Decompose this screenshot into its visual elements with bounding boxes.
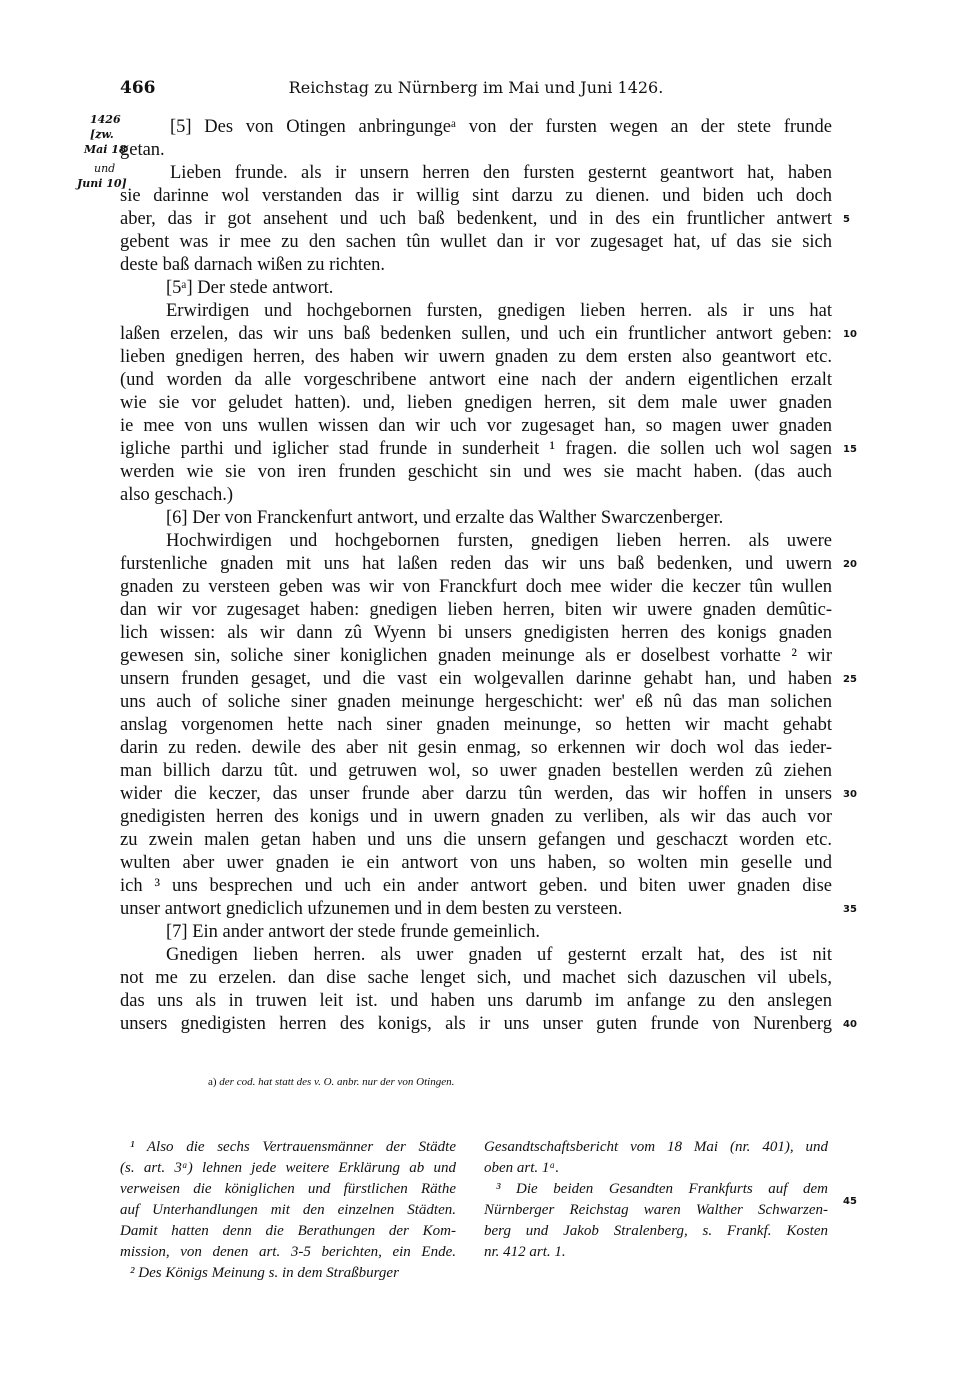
footnote-line: mission, von denen art. 3-5 berichten, ein Ende. <box>120 1244 456 1260</box>
line-number: 15 <box>843 444 857 455</box>
text-line: gnaden zu versteen geben was wir von Franckfurt doch mee wider die keczer tûn wullen <box>120 577 832 597</box>
text-line: laßen erzelen, das wir uns baß bedenken sullen, und uch ein fruntlicher antwort geben: <box>120 324 832 344</box>
text-line: Erwirdigen und hochgebornen fursten, gnedigen lieben herren. als ir uns hat <box>166 301 832 321</box>
footnote-line: Gesandtschaftsbericht vom 18 Mai (nr. 401), und <box>484 1139 828 1155</box>
footnote-line: verweisen die königlichen und fürstlichen Räthe <box>120 1181 456 1197</box>
text-line: sie darinne wol verstanden das ir willig sint darzu zu dienen. und biden uch doch <box>120 186 832 206</box>
text-line: unsers gnedigisten herren des konigs, als ir uns unser guten frunde von Nurenberg <box>120 1014 832 1034</box>
text-line: wulten aber uwer gnaden ie ein antwort von uns haben, so wolten min geselle und <box>120 853 832 873</box>
line-number: 40 <box>843 1019 857 1030</box>
text-line: lieben gnedigen herren, des haben wir uwern gnaden zu dem ersten also geantwort etc. <box>120 347 832 367</box>
text-line: uns auch of soliche siner gnaden meinunge hergeschicht: wer' eß nû das man solichen <box>120 692 832 712</box>
text-line: gebent was ir mee zu den sachen tûn wullet dan ir vor zugesaget hat, uf das sie sich <box>120 232 832 252</box>
text-line: dan wir vor zugesaget haben: gnedigen lieben herren, biten wir uwere gnaden demûtic- <box>120 600 832 620</box>
text-line: Gnedigen lieben herren. als uwer gnaden uf gesternt erzalt hat, des ist nit <box>166 945 832 965</box>
margin-juni: Juni 10] <box>77 177 127 190</box>
line-number: 45 <box>843 1196 857 1207</box>
text-line: [5] Des von Otingen anbringungeᵃ von der fursten wegen an der stete frunde <box>170 117 832 137</box>
text-line: man billich darzu tût. und getruwen wol, so uwer gnaden bestellen werden zû ziehen <box>120 761 832 781</box>
text-line: darin zu reden. dewile des aber nit gesin enmag, so erkennen wir doch wol das ieder- <box>120 738 832 758</box>
text-line: igliche parthi und iglicher stad frunde in sunderheit ¹ fragen. die sollen uch wol sagen <box>120 439 832 459</box>
margin-year: 1426 <box>90 113 121 126</box>
line-number: 10 <box>843 329 857 340</box>
text-line: deste baß darnach wißen zu richten. <box>120 255 386 275</box>
text-line: not me zu erzelen. dan dise sache lenget sich, und machet sich dazuschen vil ubels, <box>120 968 832 988</box>
apparatus-text: der cod. hat statt des v. O. anbr. nur der von Otingen. <box>219 1076 455 1088</box>
apparatus-note <box>208 1076 454 1088</box>
text-line: [6] Der von Franckenfurt antwort, und erzalte das Walther Swarczenberger. <box>166 508 724 528</box>
text-line: wie sie vor geludet hatten). und, lieben gnedigen herren, sit dem male uwer gnaden <box>120 393 832 413</box>
text-line: Hochwirdigen und hochgebornen fursten, gnedigen lieben herren. als uwere <box>166 531 832 551</box>
page-number: 466 <box>120 78 156 98</box>
text-line: wider die keczer, das unser frunde aber darzu tûn werden, das wir hoffen in unsers <box>120 784 832 804</box>
text-line: unsern frunden gesaget, und die vast ein wolgevallen darinne gehabt han, und haben <box>120 669 832 689</box>
text-line: lich wissen: als wir dann zû Wyenn bi unsers gnedigisten herren des konigs gnaden <box>120 623 832 643</box>
text-line: anslag vorgenomen hette nach siner gnaden meinunge, so hetten wir macht gehabt <box>120 715 832 735</box>
text-line: [7] Ein ander antwort der stede frunde gemeinlich. <box>166 922 540 942</box>
running-head: Reichstag zu Nürnberg im Mai und Juni 1426. <box>288 78 664 97</box>
text-line: aber, das ir got ansehent und uch baß bedenkent, und in des ein fruntlicher antwert <box>120 209 832 229</box>
footnote-line: ² Des Königs Meinung s. in dem Straßburger <box>130 1265 399 1281</box>
text-line: getan. <box>120 140 165 160</box>
margin-zw: [zw. <box>90 128 114 141</box>
footnote-line: nr. 412 art. 1. <box>484 1244 566 1260</box>
footnote-line: Nürnberger Reichstag waren Walther Schwarzen- <box>484 1202 828 1218</box>
text-line: gewesen sin, soliche siner koniglichen gnaden meinunge als er doselbest vorhatte ² wir <box>120 646 832 666</box>
text-line: furstenliche gnaden mit uns hat laßen reden das wir uns baß bedenken, und uwern <box>120 554 832 574</box>
text-line: ich ³ uns besprechen und uch ein ander antwort geben. und biten uwer gnaden dise <box>120 876 832 896</box>
text-line: gnedigisten herren des konigs und in uwern gnaden zu verliben, als wir das auch vor <box>120 807 832 827</box>
footnote-line: oben art. 1ᵃ. <box>484 1160 560 1176</box>
text-line: werden wie sie von iren frunden geschicht sin und wes sie macht haben. (das auch <box>120 462 832 482</box>
text-line: unser antwort gnediclich ufzunemen und in dem besten zu versteen. <box>120 899 623 919</box>
text-line: also geschach.) <box>120 485 234 505</box>
line-number: 35 <box>843 904 857 915</box>
text-line: zu zwein malen getan haben und uns die unsern gefangen und geschaczt worden etc. <box>120 830 832 850</box>
text-line: das uns als in truwen leit ist. und haben uns darumb im anfange zu den anslegen <box>120 991 832 1011</box>
text-line: ie mee von uns wullen wissen dan wir uch vor zugesaget han, so magen uwer gnaden <box>120 416 832 436</box>
margin-und: und <box>94 162 116 175</box>
line-number: 20 <box>843 559 857 570</box>
footnote-line: berg und Jakob Stralenberg, s. Frankf. Kosten <box>484 1223 828 1239</box>
text-line: (und worden da alle vorgeschribene antwort eine nach der andern eigentlichen erzalt <box>120 370 832 390</box>
text-line: [5ᵃ] Der stede antwort. <box>166 278 334 298</box>
line-number: 30 <box>843 789 857 800</box>
footnote-line: auf Unterhandlungen mit den einzelnen Städten. <box>120 1202 456 1218</box>
page-header <box>120 78 832 102</box>
line-number: 25 <box>843 674 857 685</box>
apparatus-marker: a) <box>208 1076 217 1088</box>
margin-mai: Mai 18 <box>84 143 127 156</box>
footnote-line: ¹ Also die sechs Vertrauensmänner der Städte <box>130 1139 456 1155</box>
footnote-line: Damit hatten denn die Berathungen der Kom- <box>120 1223 456 1239</box>
footnote-line: (s. art. 3ᵃ) lehnen jede weitere Erklärung ab und <box>120 1160 456 1176</box>
line-number: 5 <box>843 214 850 225</box>
text-line: Lieben frunde. als ir unsern herren den fursten gesternt geantwort hat, haben <box>170 163 832 183</box>
footnote-line: ³ Die beiden Gesandten Frankfurts auf dem <box>496 1181 828 1197</box>
